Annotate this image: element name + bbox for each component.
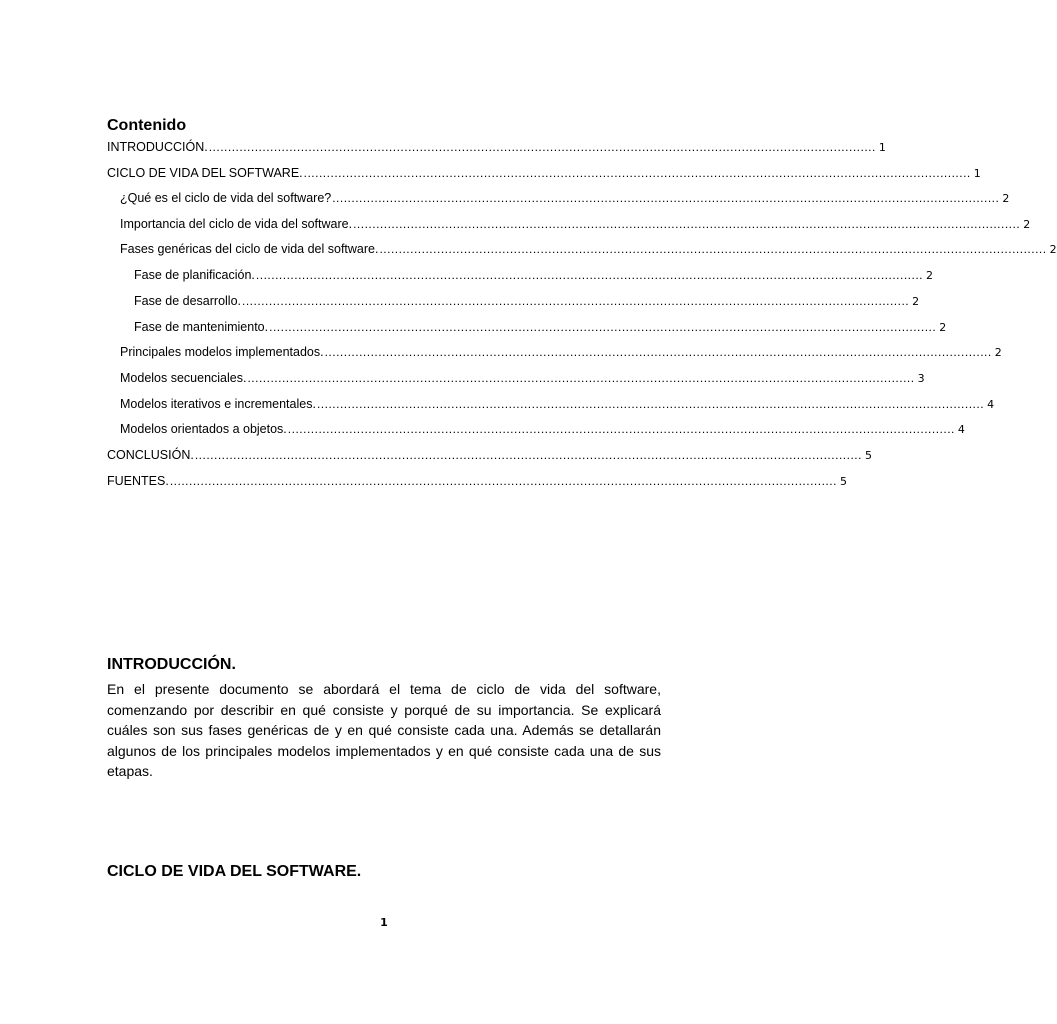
toc-page-number: 4 [987,398,995,411]
toc-entry-fase-planificacion[interactable] [134,268,934,288]
toc-entry-label: CICLO DE VIDA DEL SOFTWARE. [107,166,303,180]
toc-dot-leader: .............................................................................................................................................................................. [316,397,985,411]
toc-entry-label: Modelos iterativos e incrementales. [120,397,316,411]
introduction-paragraph: En el presente documento se abordará el tema de ciclo de vida del software, comenzando por describir en qué consiste y porqué de su importancia. Se explicará cuáles son sus fases genéricas de y en qué consiste cada una. Además se detallarán algunos de los principales modelos implementados y en qué consiste cada una de sus etapas. [107,681,661,779]
toc-heading: Contenido [107,117,187,134]
page-number-footer: 1 [380,916,388,929]
toc-page-number: 2 [1002,192,1010,205]
toc-entry-label: ¿Qué es el ciclo de vida del software? [120,191,332,205]
toc-entry-fuentes[interactable] [107,474,847,494]
toc-entry-label: Fase de planificación. [134,268,255,282]
toc-entry-modelos-iterativos[interactable] [120,397,995,417]
toc-entry-label: Fases genéricas del ciclo de vida del software. [120,242,379,256]
toc-entry-importancia[interactable] [120,217,1031,237]
toc-entry-label: Modelos orientados a objetos. [120,422,287,436]
toc-page-number: 1 [878,141,886,154]
toc-entry-fase-desarrollo[interactable] [134,294,920,314]
toc-entry-label: Modelos secuenciales. [120,371,247,385]
toc-dot-leader: .............................................................................................................................................................................. [303,166,971,180]
toc-dot-leader: .............................................................................................................................................................................. [194,448,862,462]
toc-dot-leader: .............................................................................................................................................................................. [169,474,837,488]
toc-entry-fase-mantenimiento[interactable] [134,320,947,340]
toc-page-number: 2 [926,269,934,282]
toc-page-number: 2 [939,321,947,334]
toc-entry-conclusion[interactable] [107,448,872,468]
toc-page-number: 4 [957,423,965,436]
toc-entry-label: Importancia del ciclo de vida del software. [120,217,353,231]
toc-page-number: 3 [917,372,925,385]
toc-page-number: 1 [973,167,981,180]
toc-entry-introduccion[interactable] [107,140,886,160]
toc-entry-label: INTRODUCCIÓN. [107,140,208,154]
toc-page-number: 5 [864,449,872,462]
toc-entry-label: Fase de desarrollo. [134,294,242,308]
toc-entry-modelos-secuenciales[interactable] [120,371,925,391]
toc-dot-leader: .............................................................................................................................................................................. [353,217,1021,231]
toc-page-number: 2 [1023,218,1031,231]
toc-entry-principales-modelos[interactable] [120,345,1002,365]
toc-entry-label: Fase de mantenimiento. [134,320,269,334]
toc-entry-label: CONCLUSIÓN. [107,448,194,462]
toc-dot-leader: .............................................................................................................................................................................. [247,371,915,385]
toc-dot-leader: .............................................................................................................................................................................. [287,422,955,436]
toc-dot-leader: .............................................................................................................................................................................. [324,345,992,359]
toc-page-number: 5 [839,475,847,488]
toc-entry-label: FUENTES. [107,474,169,488]
toc-entry-que-es[interactable] [120,191,1010,211]
toc-page-number: 2 [912,295,920,308]
toc-entry-ciclo-de-vida[interactable] [107,166,981,186]
toc-dot-leader: .............................................................................................................................................................................. [269,320,937,334]
toc-entry-fases-genericas[interactable] [120,242,1057,262]
toc-dot-leader: .............................................................................................................................................................................. [208,140,876,154]
toc-entry-modelos-objetos[interactable] [120,422,965,442]
toc-dot-leader: .............................................................................................................................................................................. [242,294,910,308]
lifecycle-heading: CICLO DE VIDA DEL SOFTWARE. [107,863,362,880]
toc-page-number: 2 [1049,243,1057,256]
toc-dot-leader: .............................................................................................................................................................................. [332,191,1000,205]
toc-dot-leader: .............................................................................................................................................................................. [379,242,1047,256]
toc-dot-leader: .............................................................................................................................................................................. [255,268,924,282]
toc-entry-label: Principales modelos implementados. [120,345,324,359]
toc-page-number: 2 [994,346,1002,359]
introduction-heading: INTRODUCCIÓN. [107,656,236,673]
